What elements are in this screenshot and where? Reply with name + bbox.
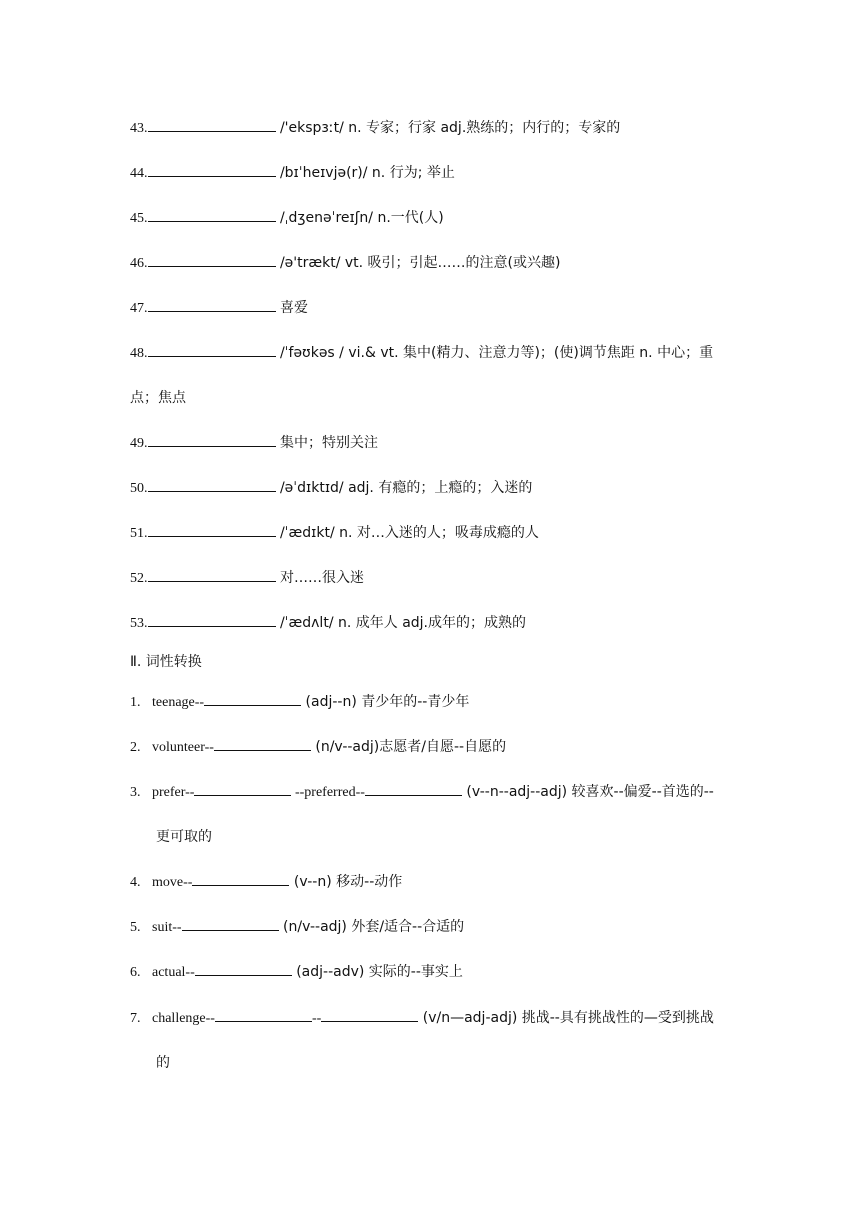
item-definition: 点；焦点: [130, 390, 186, 406]
answer-blank[interactable]: [148, 568, 276, 582]
item-definition: /'ekspɜːt/ n. 专家；行家 adj.熟练的；内行的；专家的: [275, 120, 621, 136]
word-base: volunteer--: [152, 740, 214, 755]
conversion-note: 更可取的: [156, 829, 212, 845]
conversion-note: (adj--adv) 实际的--事实上: [291, 964, 463, 980]
conversion-note: (v--n--adj--adj) 较喜欢--偏爱--首选的--: [461, 784, 714, 800]
word-middle: --: [311, 1011, 322, 1026]
vocab-item-47: [130, 298, 308, 319]
item-number: 46.: [130, 256, 148, 271]
item-definition: /ˌdʒenəˈreɪʃn/ n.一代(人): [275, 210, 444, 226]
vocab-item-45: [130, 208, 444, 229]
item-number: 3.: [130, 785, 141, 800]
vocab-item-48-continued: [130, 388, 186, 409]
word-base: suit--: [152, 920, 182, 935]
item-definition: 集中；特别关注: [275, 435, 378, 451]
item-definition: 对……很入迷: [275, 570, 364, 586]
vocab-item-48: [130, 343, 713, 364]
answer-blank[interactable]: [365, 782, 462, 796]
item-number: 6.: [130, 965, 141, 980]
conversion-item-1: [130, 692, 469, 713]
item-number: 48.: [130, 346, 148, 361]
word-base: move--: [152, 875, 193, 890]
conversion-note: (v/n—adj-adj) 挑战--具有挑战性的—受到挑战: [418, 1010, 714, 1026]
item-number: 1.: [130, 695, 141, 710]
item-number: 47.: [130, 301, 148, 316]
item-number: 43.: [130, 121, 148, 136]
word-middle: --preferred--: [291, 785, 365, 800]
answer-blank[interactable]: [148, 343, 276, 357]
item-number: 53.: [130, 616, 148, 631]
conversion-item-5: [130, 917, 464, 938]
item-definition: /ə'trækt/ vt. 吸引；引起……的注意(或兴趣): [275, 255, 561, 271]
item-definition: /əˈdɪktɪd/ adj. 有瘾的；上瘾的；入迷的: [275, 480, 533, 496]
answer-blank[interactable]: [148, 298, 276, 312]
conversion-item-2: [130, 737, 506, 758]
conversion-item-4: [130, 872, 402, 893]
answer-blank[interactable]: [215, 1008, 312, 1022]
item-number: 2.: [130, 740, 141, 755]
answer-blank[interactable]: [148, 613, 276, 627]
conversion-note: (n/v--adj) 外套/适合--合适的: [278, 919, 465, 935]
conversion-note: (adj--n) 青少年的--青少年: [301, 694, 470, 710]
item-definition: /bɪˈheɪvjə(r)/ n. 行为; 举止: [275, 165, 455, 181]
answer-blank[interactable]: [195, 962, 292, 976]
answer-blank[interactable]: [148, 118, 276, 132]
conversion-item-6: [130, 962, 463, 983]
answer-blank[interactable]: [204, 692, 301, 706]
item-number: 51.: [130, 526, 148, 541]
item-number: 44.: [130, 166, 148, 181]
item-number: 4.: [130, 875, 141, 890]
vocab-item-52: [130, 568, 364, 589]
section-heading: Ⅱ. 词性转换: [130, 654, 202, 670]
item-definition: /ˈfəʊkəs / vi.& vt. 集中(精力、注意力等)；(使)调节焦距 n. 中心；重: [275, 345, 714, 361]
conversion-note: (v--n) 移动--动作: [289, 874, 403, 890]
vocab-item-46: [130, 253, 560, 274]
answer-blank[interactable]: [214, 737, 311, 751]
conversion-note: (n/v--adj)志愿者/自愿--自愿的: [310, 739, 507, 755]
vocab-item-53: [130, 613, 526, 634]
item-definition: /ˈædɪkt/ n. 对…入迷的人；吸毒成瘾的人: [275, 525, 539, 541]
vocab-item-43: [130, 118, 620, 139]
word-base: teenage--: [152, 695, 205, 710]
vocab-item-44: [130, 163, 455, 184]
item-number: 5.: [130, 920, 141, 935]
item-number: 49.: [130, 436, 148, 451]
answer-blank[interactable]: [148, 478, 276, 492]
vocab-item-51: [130, 523, 539, 544]
item-number: 7.: [130, 1011, 141, 1026]
conversion-item-3: [130, 782, 714, 803]
conversion-note: 的: [156, 1055, 170, 1071]
word-base: actual--: [152, 965, 195, 980]
vocab-item-49: [130, 433, 378, 454]
item-definition: /ˈædʌlt/ n. 成年人 adj.成年的；成熟的: [275, 615, 527, 631]
conversion-item-7-continued: [156, 1053, 170, 1074]
item-definition: 喜爱: [275, 300, 308, 316]
answer-blank[interactable]: [194, 782, 291, 796]
answer-blank[interactable]: [148, 208, 276, 222]
item-number: 52.: [130, 571, 148, 586]
conversion-item-7: [130, 1008, 714, 1029]
item-number: 50.: [130, 481, 148, 496]
item-number: 45.: [130, 211, 148, 226]
word-base: challenge--: [152, 1011, 215, 1026]
answer-blank[interactable]: [321, 1008, 418, 1022]
answer-blank[interactable]: [148, 163, 276, 177]
conversion-item-3-continued: [156, 827, 212, 848]
answer-blank[interactable]: [192, 872, 289, 886]
answer-blank[interactable]: [182, 917, 279, 931]
answer-blank[interactable]: [148, 523, 276, 537]
vocab-item-50: [130, 478, 532, 499]
answer-blank[interactable]: [148, 253, 276, 267]
word-base: prefer--: [152, 785, 195, 800]
answer-blank[interactable]: [148, 433, 276, 447]
